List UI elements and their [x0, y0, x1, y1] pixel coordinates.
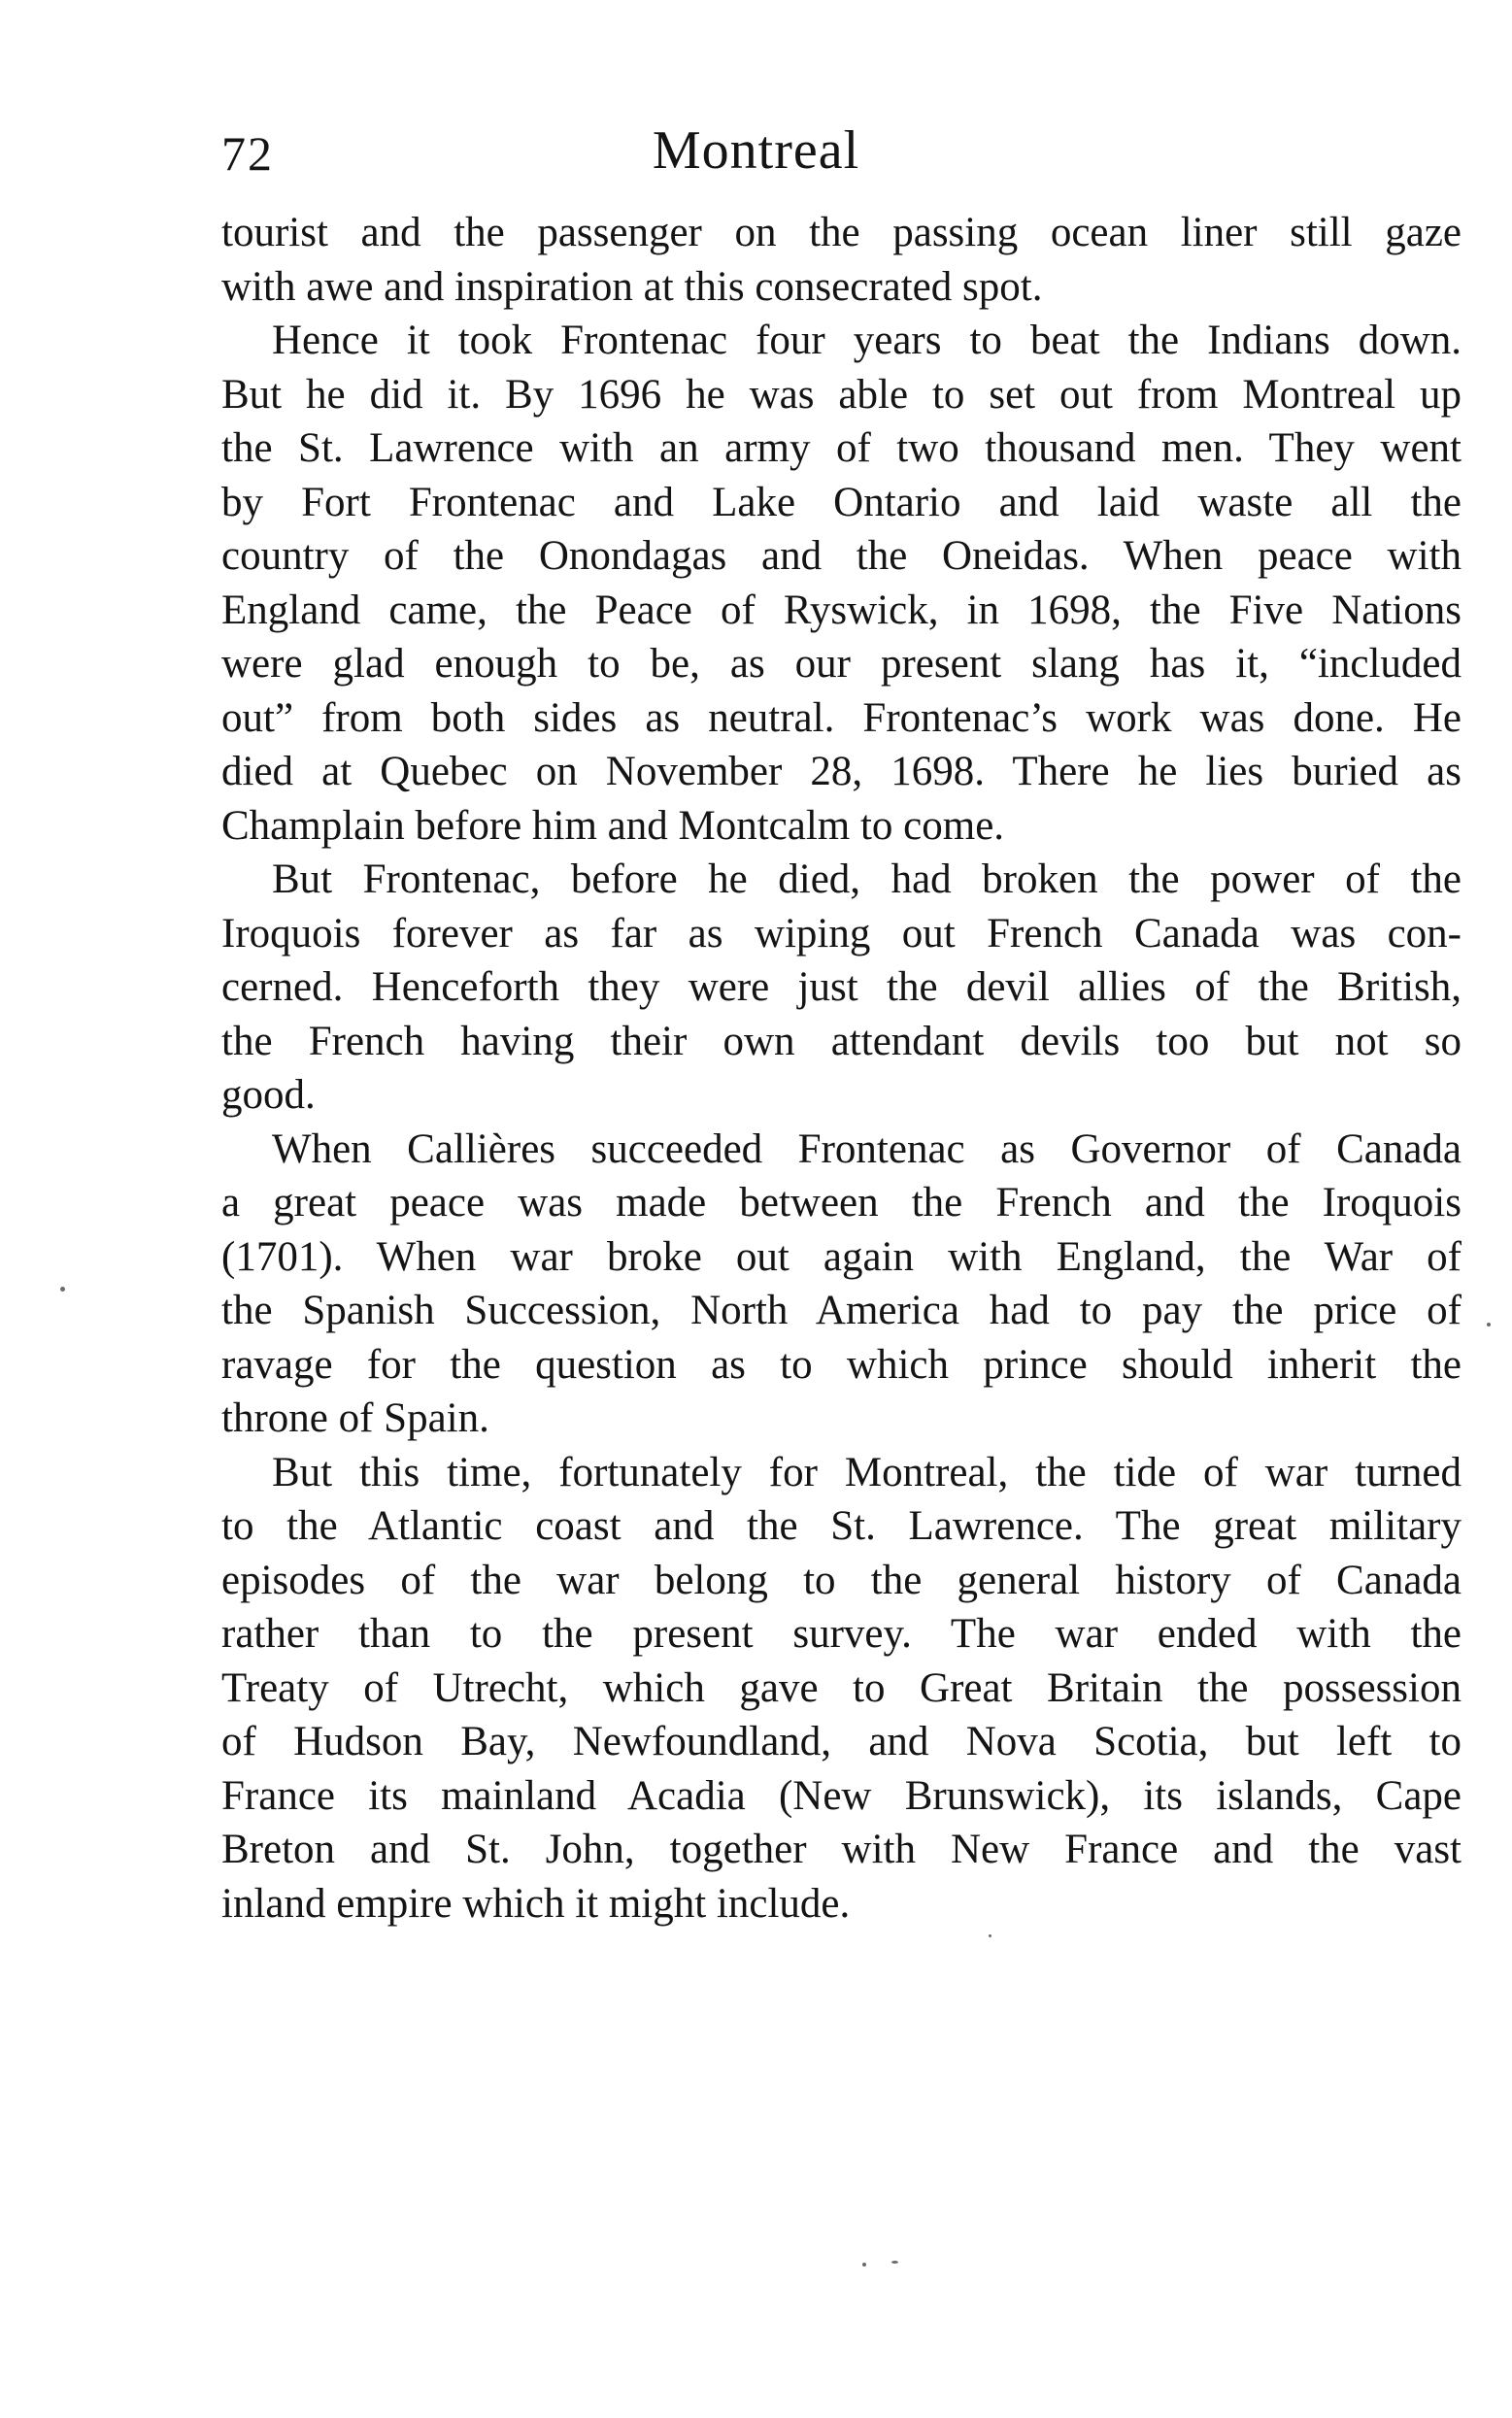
running-head-title: Montreal	[652, 120, 860, 181]
page-number: 72	[221, 126, 274, 181]
text-line: But he did it. By 1696 he was able to set out from Montreal up	[221, 371, 1462, 418]
scan-speck	[60, 1287, 65, 1292]
text-line: country of the Onondagas and the Oneidas. When peace with	[221, 533, 1462, 579]
text-line: When Callières succeeded Frontenac as Governor of Canada	[272, 1125, 1462, 1172]
text-line: out” from both sides as neutral. Frontenac’s work was done. He	[221, 694, 1462, 741]
text-line: to the Atlantic coast and the St. Lawrence. The great military	[221, 1503, 1462, 1549]
text-line: Champlain before him and Montcalm to come.	[221, 802, 1005, 849]
text-line: tourist and the passenger on the passing ocean liner still gaze	[221, 210, 1462, 255]
text-line: England came, the Peace of Ryswick, in 1698, the Five Nations	[221, 587, 1462, 633]
text-line: Hence it took Frontenac four years to beat the Indians down.	[272, 318, 1462, 363]
text-line: cerned. Henceforth they were just the devil allies of the British,	[221, 964, 1462, 1010]
text-line: France its mainland Acadia (New Brunswick), its islands, Cape	[221, 1772, 1462, 1819]
scan-speck	[1487, 1323, 1491, 1327]
scan-speck	[891, 2261, 898, 2264]
text-line: the St. Lawrence with an army of two thousand men. They went	[221, 425, 1462, 471]
text-line: were glad enough to be, as our present slang has it, “included	[221, 641, 1462, 687]
text-line: rather than to the present survey. The war ended with the	[221, 1611, 1462, 1657]
text-line: by Fort Frontenac and Lake Ontario and laid waste all the	[221, 479, 1462, 525]
scan-speck	[862, 2263, 866, 2267]
text-line: episodes of the war belong to the general history of Canada	[221, 1557, 1462, 1603]
text-line: throne of Spain.	[221, 1395, 489, 1441]
text-line: (1701). When war broke out again with England, the War of	[221, 1233, 1462, 1280]
text-line: with awe and inspiration at this consecrated spot.	[221, 263, 1043, 310]
text-line: died at Quebec on November 28, 1698. There he lies buried as	[221, 749, 1462, 794]
text-line: a great peace was made between the French and the Iroquois	[221, 1180, 1462, 1226]
text-line: But this time, fortunately for Montreal, the tide of war turned	[272, 1449, 1462, 1495]
text-line: of Hudson Bay, Newfoundland, and Nova Scotia, but left to	[221, 1719, 1462, 1764]
text-line: ravage for the question as to which prince should inherit the	[221, 1341, 1462, 1388]
text-line: the French having their own attendant devils too but not so	[221, 1018, 1462, 1064]
text-line: inland empire which it might include.	[221, 1880, 851, 1927]
text-line: But Frontenac, before he died, had broken the power of the	[272, 856, 1462, 902]
text-line: Iroquois forever as far as wiping out French Canada was con-	[221, 910, 1462, 957]
text-line: Treaty of Utrecht, which gave to Great Britain the possession	[221, 1664, 1462, 1711]
text-line: Breton and St. John, together with New France and the vast	[221, 1827, 1462, 1872]
body-text	[221, 206, 1462, 1931]
text-line: good.	[221, 1072, 316, 1118]
scan-speck	[989, 1934, 991, 1937]
text-line: the Spanish Succession, North America had to pay the price of	[221, 1288, 1462, 1333]
